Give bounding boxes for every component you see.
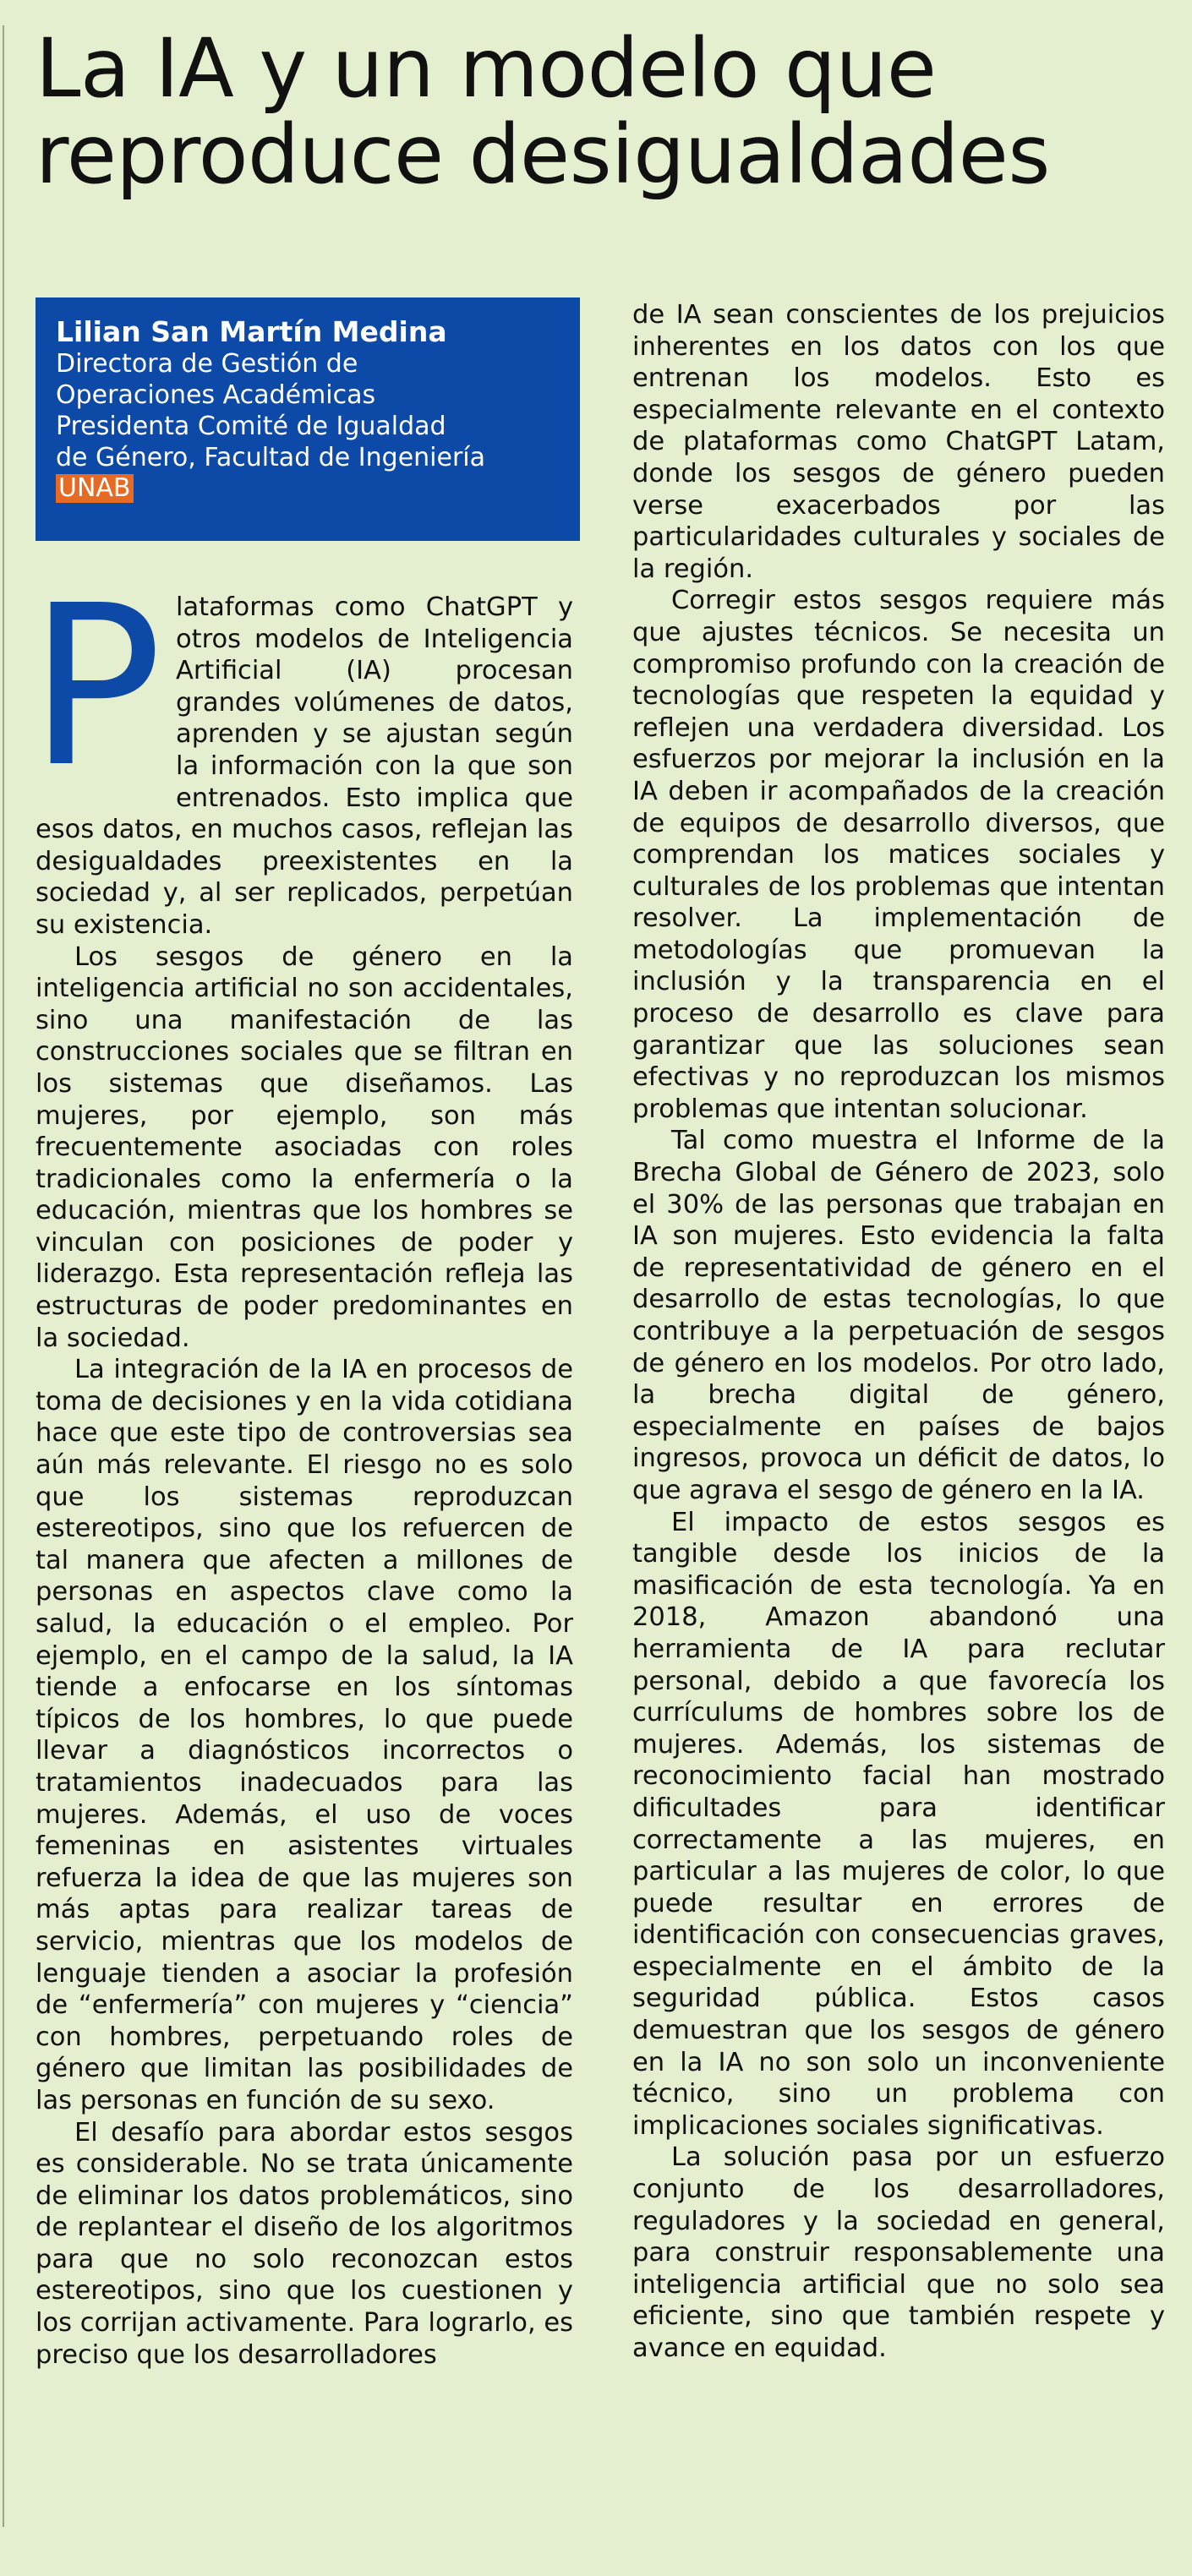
- body-paragraph: Corregir estos sesgos requiere más que ajustes técnicos. Se necesita un compromiso profundo con la creación de tecnologías que respeten la equidad y reflejen una verdadera diversidad. Los esfuerzos por mejorar la inclusión en la IA deben ir acompañados de la creación de equipos de desarrollo diversos, que comprendan los matices sociales y culturales de los problemas que intentan resolver. La implementación de metodologías que promuevan la inclusión y la transparencia en el proceso de desarrollo es clave para garantizar que las soluciones sean efectivas y no reproduzcan los mismos problemas que intentan solucionar.: [632, 586, 1165, 1124]
- closing-paragraph: La solución pasa por un esfuerzo conjunto de los desarrolladores, reguladores y la sociedad en general, para construir responsablemente una inteligencia artificial que no solo sea eficiente, sino que también respete y avance en equidad.: [632, 2142, 1165, 2363]
- lead-paragraph: lataformas como ChatGPT y otros modelos de Inteligencia Artificial (IA) procesan grandes volúmenes de datos, aprenden y se ajustan según la información con la que son entrenados. Esto implica que esos datos, en muchos casos, reflejan las desigualdades preexistentes en la sociedad y, al ser replicados, perpetúan su existencia.: [36, 592, 573, 940]
- body-paragraph: La integración de la IA en procesos de toma de decisiones y en la vida cotidiana hace que este tipo de controversias sea aún más relevante. El riesgo no es solo que los sistemas reproduzcan estereotipos, sino que los refuercen de tal manera que afecten a millones de personas en aspectos clave como la salud, la educación o el empleo. Por ejemplo, en el campo de la salud, la IA tiende a enfocarse en los síntomas típicos de los hombres, lo que puede llevar a diagnósticos incorrectos o tratamientos inadecuados para las mujeres. Además, el uso de voces femeninas en asistentes virtuales refuerza la idea de que las mujeres son más aptas para realizar tareas de servicio, mientras que los modelos de lenguaje tienden a asociar la profesión de “enfermería” con mujeres y “ciencia” con hombres, perpetuando roles de género que limitan las posibilidades de las personas en función de su sexo.: [36, 1355, 573, 2115]
- headline: La IA y un modelo que reproduce desigualdades: [36, 21, 1050, 202]
- body-paragraph: El impacto de estos sesgos es tangible desde los inicios de la masificación de esta tecnología. Ya en 2018, Amazon abandonó una herramienta de IA para reclutar personal, debido a que favorecía los currículums de hombres sobre los de mujeres. Además, los sistemas de reconocimiento facial han mostrado dificultades para identificar correctamente a las mujeres, en particular a las mujeres de color, lo que puede resultar en errores de identificación con consecuencias graves, especialmente en el ámbito de la seguridad pública. Estos casos demuestran que los sesgos de género en la IA no son solo un inconveniente técnico, sino un problema con implicaciones sociales significativas.: [632, 1507, 1165, 2141]
- drop-cap: P: [29, 558, 162, 816]
- left-column: [29, 558, 573, 2371]
- column-rule: [3, 25, 4, 2527]
- author-role: Directora de Gestión de Operaciones Académicas Presidenta Comité de Igualdad de Género, Facultad de Ingeniería: [56, 349, 486, 472]
- author-institution-badge: UNAB: [56, 474, 134, 503]
- author-box: [36, 297, 580, 541]
- body-paragraph: Tal como muestra el Informe de la Brecha Global de Género de 2023, solo el 30% de las personas que trabajan en IA son mujeres. Esto evidencia la falta de representatividad de género en el desarrollo de estas tecnologías, lo que contribuye a la perpetuación de sesgos de género en los modelos. Por otro lado, la brecha digital de género, especialmente en países de bajos ingresos, provoca un déficit de datos, lo que agrava el sesgo de género en la IA.: [632, 1126, 1165, 1505]
- right-column: [632, 299, 1165, 2365]
- author-name: Lilian San Martín Medina: [56, 315, 447, 348]
- body-paragraph: Los sesgos de género en la inteligencia artificial no son accidentales, sino una manifestación de las construcciones sociales que se filtran en los sistemas que diseñamos. Las mujeres, por ejemplo, son más frecuentemente asociadas con roles tradicionales como la enfermería o la educación, mientras que los hombres se vinculan con posiciones de poder y liderazgo. Esta representación refleja las estructuras de poder predominantes en la sociedad.: [36, 941, 573, 1353]
- continuation-paragraph: de IA sean conscientes de los prejuicios inherentes en los datos con los que entrenan los modelos. Esto es especialmente relevante en el contexto de plataformas como ChatGPT Latam, donde los sesgos de género pueden verse exacerbados por las particularidades culturales y sociales de la región.: [632, 300, 1165, 584]
- body-paragraph: El desafío para abordar estos sesgos es considerable. No se trata únicamente de eliminar los datos problemáticos, sino de replantear el diseño de los algoritmos para que no solo reconozcan estos estereotipos, sino que los cuestionen y los corrijan activamente. Para lograrlo, es preciso que los desarrolladores: [36, 2117, 573, 2370]
